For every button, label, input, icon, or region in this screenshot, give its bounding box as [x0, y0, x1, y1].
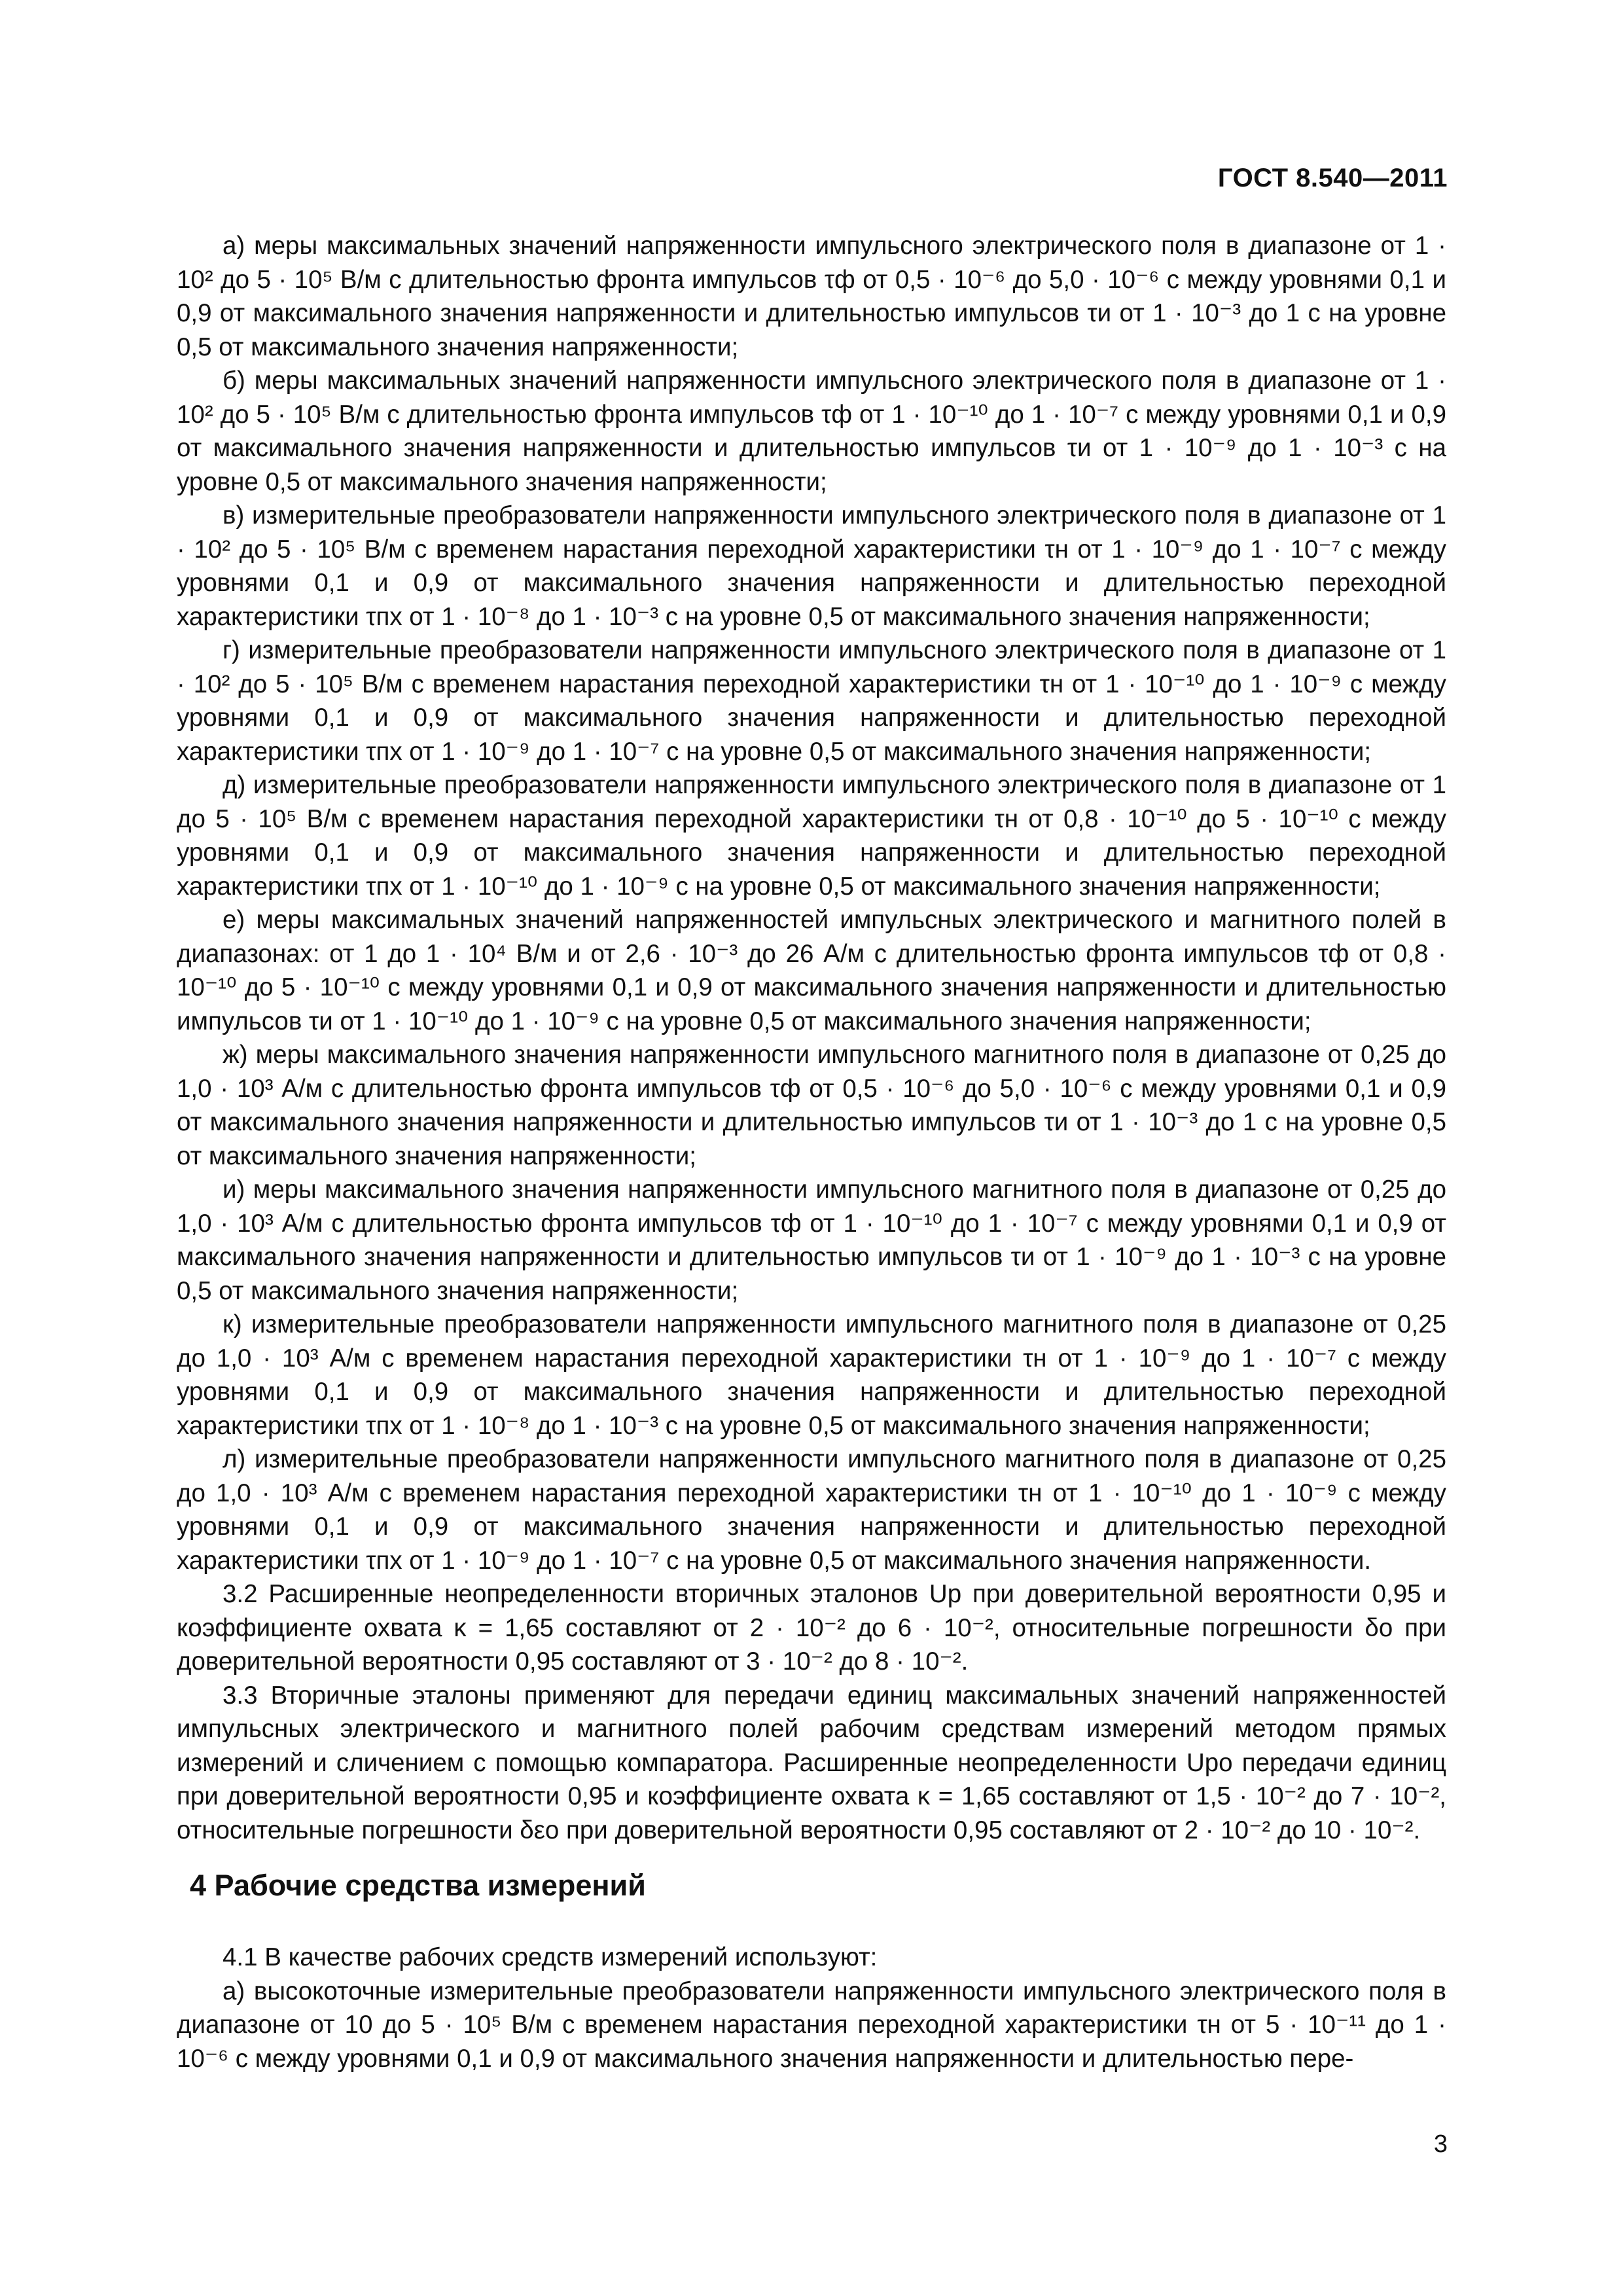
paragraph-zh: ж) меры максимального значения напряженности импульсного магнитного поля в диапазоне от 0,25 до 1,0 · 10³ А/м с длительностью фронта импульсов τф от 0,5 · 10⁻⁶ до 5,0 · 10⁻⁶ с между уровнями 0,1 и 0,9 от максимального значения напряженности и длительностью импульсов τи от 1 · 10⁻³ до 1 с на уровне 0,5 от максимального значения напряженности; [177, 1041, 1446, 1170]
main-text-block [177, 229, 1446, 1847]
paragraph-d: д) измерительные преобразователи напряженности импульсного электрического поля в диапазоне от 1 до 5 · 10⁵ В/м с временем нарастания переходной характеристики τн от 0,8 · 10⁻¹⁰ до 5 · 10⁻¹⁰ с между уровнями 0,1 и 0,9 от максимального значения напряженности и длительностью переходной характеристики τпх от 1 · 10⁻¹⁰ до 1 · 10⁻⁹ с на уровне 0,5 от максимального значения напряженности; [177, 771, 1446, 901]
page-number: 3 [1433, 2130, 1448, 2158]
paragraph-l: л) измерительные преобразователи напряженности импульсного магнитного поля в диапазоне от 0,25 до 1,0 · 10³ А/м с временем нарастания переходной характеристики τн от 1 · 10⁻¹⁰ до 1 · 10⁻⁹ с между уровнями 0,1 и 0,9 от максимального значения напряженности и длительностью переходной характеристики τпх от 1 · 10⁻⁹ до 1 · 10⁻⁷ с на уровне 0,5 от максимального значения напряженности. [177, 1445, 1446, 1575]
paragraph-i: и) меры максимального значения напряженности импульсного магнитного поля в диапазоне от 0,25 до 1,0 · 10³ А/м с длительностью фронта импульсов τф от 1 · 10⁻¹⁰ до 1 · 10⁻⁷ с между уровнями 0,1 и 0,9 от максимального значения напряженности и длительностью импульсов τи от 1 · 10⁻⁹ до 1 · 10⁻³ с на уровне 0,5 от максимального значения напряженности; [177, 1175, 1446, 1305]
paragraph-b: б) меры максимальных значений напряженности импульсного электрического поля в диапазоне от 1 · 10² до 5 · 10⁵ В/м с длительностью фронта импульсов τф от 1 · 10⁻¹⁰ до 1 · 10⁻⁷ с между уровнями 0,1 и 0,9 от максимального значения напряженности и длительностью импульсов τи от 1 · 10⁻⁹ до 1 · 10⁻³ с на уровне 0,5 от максимального значения напряженности; [177, 367, 1446, 496]
paragraph-a: а) меры максимальных значений напряженности импульсного электрического поля в диапазоне от 1 · 10² до 5 · 10⁵ В/м с длительностью фронта импульсов τф от 0,5 · 10⁻⁶ до 5,0 · 10⁻⁶ с между уровнями 0,1 и 0,9 от максимального значения напряженности и длительностью импульсов τи от 1 · 10⁻³ до 1 с на уровне 0,5 от максимального значения напряженности; [177, 232, 1446, 361]
paragraph-e: е) меры максимальных значений напряженностей импульсных электрического и магнитного полей в диапазонах: от 1 до 1 · 10⁴ В/м и от 2,6 · 10⁻³ до 26 А/м с длительностью фронта импульсов τф от 0,8 · 10⁻¹⁰ до 5 · 10⁻¹⁰ с между уровнями 0,1 и 0,9 от максимального значения напряженности и длительностью импульсов τи от 1 · 10⁻¹⁰ до 1 · 10⁻⁹ с на уровне 0,5 от максимального значения напряженности; [177, 906, 1446, 1035]
paragraph-k: к) измерительные преобразователи напряженности импульсного магнитного поля в диапазоне от 0,25 до 1,0 · 10³ А/м с временем нарастания переходной характеристики τн от 1 · 10⁻⁹ до 1 · 10⁻⁷ с между уровнями 0,1 и 0,9 от максимального значения напряженности и длительностью переходной характеристики τпх от 1 · 10⁻⁸ до 1 · 10⁻³ с на уровне 0,5 от максимального значения напряженности; [177, 1310, 1446, 1440]
paragraph-3-2: 3.2 Расширенные неопределенности вторичных эталонов Up при доверительной вероятности 0,95 и коэффициенте охвата κ = 1,65 составляют от 2 · 10⁻² до 6 · 10⁻², относительные погрешности δo при доверительной вероятности 0,95 составляют от 3 · 10⁻² до 8 · 10⁻². [177, 1580, 1446, 1676]
section-4-heading: 4 Рабочие средства измерений [190, 1869, 646, 1902]
document-code-header: ГОСТ 8.540—2011 [1217, 164, 1448, 192]
paragraph-v: в) измерительные преобразователи напряженности импульсного электрического поля в диапазоне от 1 · 10² до 5 · 10⁵ В/м с временем нарастания переходной характеристики τн от 1 · 10⁻⁹ до 1 · 10⁻⁷ с между уровнями 0,1 и 0,9 от максимального значения напряженности и длительностью переходной характеристики τпх от 1 · 10⁻⁸ до 1 · 10⁻³ с на уровне 0,5 от максимального значения напряженности; [177, 501, 1446, 631]
paragraph-4-1-a: а) высокоточные измерительные преобразователи напряженности импульсного электрического поля в диапазоне от 10 до 5 · 10⁵ В/м с временем нарастания переходной характеристики τн от 5 · 10⁻¹¹ до 1 · 10⁻⁶ с между уровнями 0,1 и 0,9 от максимального значения напряженности и длительностью пере- [177, 1977, 1446, 2073]
section-4-text-block [177, 1941, 1446, 2075]
paragraph-4-1: 4.1 В качестве рабочих средств измерений используют: [223, 1943, 878, 1971]
paragraph-3-3: 3.3 Вторичные эталоны применяют для передачи единиц максимальных значений напряженностей импульсных электрического и магнитного полей рабочим средствам измерений методом прямых измерений и сличением с помощью компаратора. Расширенные неопределенности Upo передачи единиц при доверительной вероятности 0,95 и коэффициенте охвата κ = 1,65 составляют от 1,5 · 10⁻² до 7 · 10⁻², относительные погрешности δεo при доверительной вероятности 0,95 составляют от 2 · 10⁻² до 10 · 10⁻². [177, 1681, 1446, 1844]
paragraph-g: г) измерительные преобразователи напряженности импульсного электрического поля в диапазоне от 1 · 10² до 5 · 10⁵ В/м с временем нарастания переходной характеристики τн от 1 · 10⁻¹⁰ до 1 · 10⁻⁹ с между уровнями 0,1 и 0,9 от максимального значения напряженности и длительностью переходной характеристики τпх от 1 · 10⁻⁹ до 1 · 10⁻⁷ с на уровне 0,5 от максимального значения напряженности; [177, 636, 1446, 766]
